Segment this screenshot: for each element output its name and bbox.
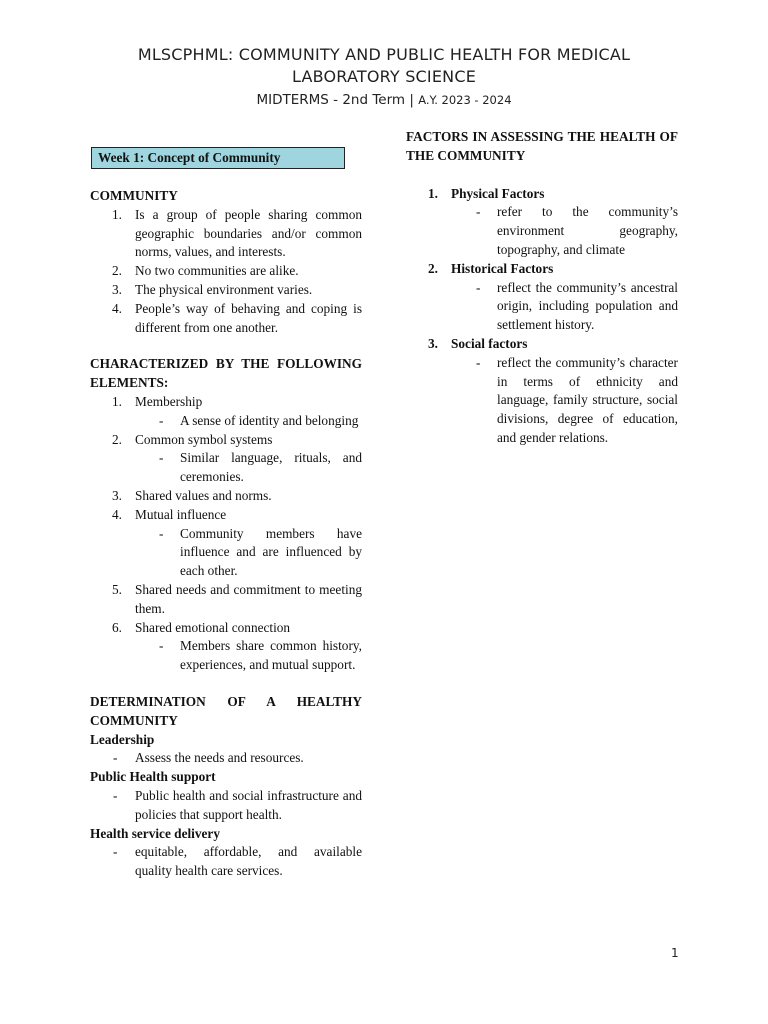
leadership-text: - Assess the needs and resources. bbox=[113, 750, 304, 766]
course-title-line2: LABORATORY SCIENCE bbox=[291, 67, 476, 86]
week-label-box: Week 1: Concept of Community bbox=[91, 147, 345, 169]
community-heading: COMMUNITY bbox=[90, 188, 178, 203]
list-item: 3. The physical environment varies. bbox=[112, 281, 313, 297]
health-service-delivery-text: - equitable, affordable, and available quality health care services. bbox=[113, 844, 362, 879]
list-item: 3. Shared values and norms. bbox=[112, 487, 272, 503]
document-header bbox=[0, 44, 768, 111]
list-item: 1. Membership bbox=[112, 393, 203, 409]
course-title-line1: MLSCPHML: COMMUNITY AND PUBLIC HEALTH FOR MEDICAL bbox=[137, 45, 631, 64]
healthy-community-heading: DETERMINATION OF A HEALTHY COMMUNITY bbox=[90, 693, 362, 728]
public-health-support-text: - Public health and social infrastructure and policies that support health. bbox=[113, 787, 362, 822]
list-subitem: - Similar language, rituals, and ceremonies. bbox=[159, 450, 362, 485]
health-service-delivery-title: Health service delivery bbox=[90, 825, 220, 841]
right-column bbox=[406, 128, 678, 448]
academic-year: A.Y. 2023 - 2024 bbox=[418, 93, 512, 107]
term-line bbox=[0, 89, 768, 111]
list-item: 4. Mutual influence bbox=[112, 506, 227, 522]
list-subitem: - Members share common history, experiences, and mutual support. bbox=[159, 638, 362, 673]
list-subitem: - refer to the community’s environment geography, topography, and climate bbox=[476, 204, 678, 257]
list-subitem: - A sense of identity and belonging bbox=[159, 412, 359, 428]
community-list bbox=[90, 206, 362, 338]
list-item: 6. Shared emotional connection bbox=[112, 619, 291, 635]
public-health-support-title: Public Health support bbox=[90, 769, 216, 785]
list-item: 1. Physical Factors bbox=[428, 185, 545, 201]
list-item: 2. Common symbol systems bbox=[112, 431, 273, 447]
list-subitem: - reflect the community’s character in terms of ethnicity and language, family structure, social divisions, degree of education, and gender relations. bbox=[476, 354, 678, 445]
list-subitem: - reflect the community’s ancestral origin, including population and settlement history. bbox=[476, 279, 678, 333]
list-item: 2. Historical Factors bbox=[428, 260, 554, 276]
elements-list bbox=[90, 393, 362, 675]
page-number: 1 bbox=[671, 946, 679, 960]
factors-heading: FACTORS IN ASSESSING THE HEALTH OF THE COMMUNITY bbox=[406, 129, 678, 163]
factors-list bbox=[406, 185, 678, 448]
list-item: 5. Shared needs and commitment to meeting them. bbox=[112, 581, 362, 616]
list-item: 1. Is a group of people sharing common geographic boundaries and/or common norms, values, and interests. bbox=[112, 206, 362, 260]
elements-heading: CHARACTERIZED BY THE FOLLOWING ELEMENTS: bbox=[90, 356, 362, 391]
list-item: 3. Social factors bbox=[428, 335, 528, 351]
leadership-title: Leadership bbox=[90, 731, 155, 747]
list-item: 2. No two communities are alike. bbox=[112, 263, 299, 279]
left-column bbox=[90, 147, 362, 881]
list-subitem: - Community members have influence and are influenced by each other. bbox=[159, 525, 362, 579]
term-label: MIDTERMS - 2nd Term | bbox=[256, 92, 414, 108]
list-item: 4. People’s way of behaving and coping is different from one another. bbox=[112, 300, 362, 335]
